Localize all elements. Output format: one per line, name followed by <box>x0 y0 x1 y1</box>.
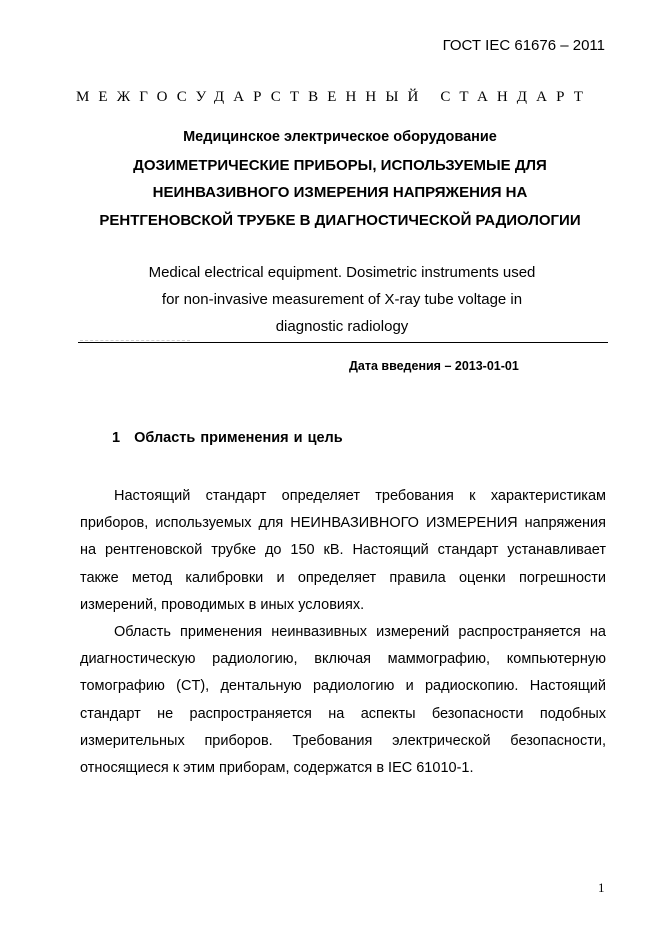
section-number: 1 <box>112 430 121 446</box>
paragraph: Область применения неинвазивных измерений распространяется на диагностическую радиологию, включая маммографию, компьютерную томографию (CT), дентальную радиологию и радиоскопию. Настоящий стандарт не распространяется на аспекты безопасности подобных измерительных приборов. Требования электрической безопасности, относящиеся к этим приборам, содержатся в IEC 61010-1. <box>80 624 606 777</box>
section-title: Область применения и цель <box>134 430 343 446</box>
horizontal-divider <box>78 342 608 343</box>
title-en-line: for non-invasive measurement of X-ray tube voltage in <box>161 291 523 308</box>
title-en-line: Medical electrical equipment. Dosimetric instruments used <box>148 264 536 281</box>
page-number: 1 <box>598 880 605 895</box>
title-line: РЕНТГЕНОВСКОЙ ТРУБКЕ В ДИАГНОСТИЧЕСКОЙ РАДИОЛОГИИ <box>99 211 581 229</box>
section-heading <box>112 430 343 446</box>
title-line: НЕИНВАЗИВНОГО ИЗМЕРЕНИЯ НАПРЯЖЕНИЯ НА <box>152 184 528 201</box>
section-body <box>80 483 606 782</box>
title-block-en <box>72 259 612 340</box>
title-en-line: diagnostic radiology <box>275 318 409 335</box>
title-block-ru <box>60 124 620 234</box>
introduction-date: Дата введения – 2013-01-01 <box>349 359 519 373</box>
document-number: ГОСТ IEC 61676 – 2011 <box>442 37 605 54</box>
title-line: ДОЗИМЕТРИЧЕСКИЕ ПРИБОРЫ, ИСПОЛЬЗУЕМЫЕ ДЛЯ <box>133 156 547 174</box>
paragraph: Настоящий стандарт определяет требования к характеристикам приборов, используемых для НЕИНВАЗИВНОГО ИЗМЕРЕНИЯ напряжения на рентгеновской трубке до 150 кВ. Настоящий стандарт устанавливает также метод калибровки и определяет правила оценки погрешности измерений, проводимых в иных условиях. <box>80 488 606 613</box>
standard-type-banner: МЕЖГОСУДАРСТВЕННЫЙ СТАНДАРТ <box>76 89 592 105</box>
title-subtitle: Медицинское электрическое оборудование <box>183 129 497 145</box>
